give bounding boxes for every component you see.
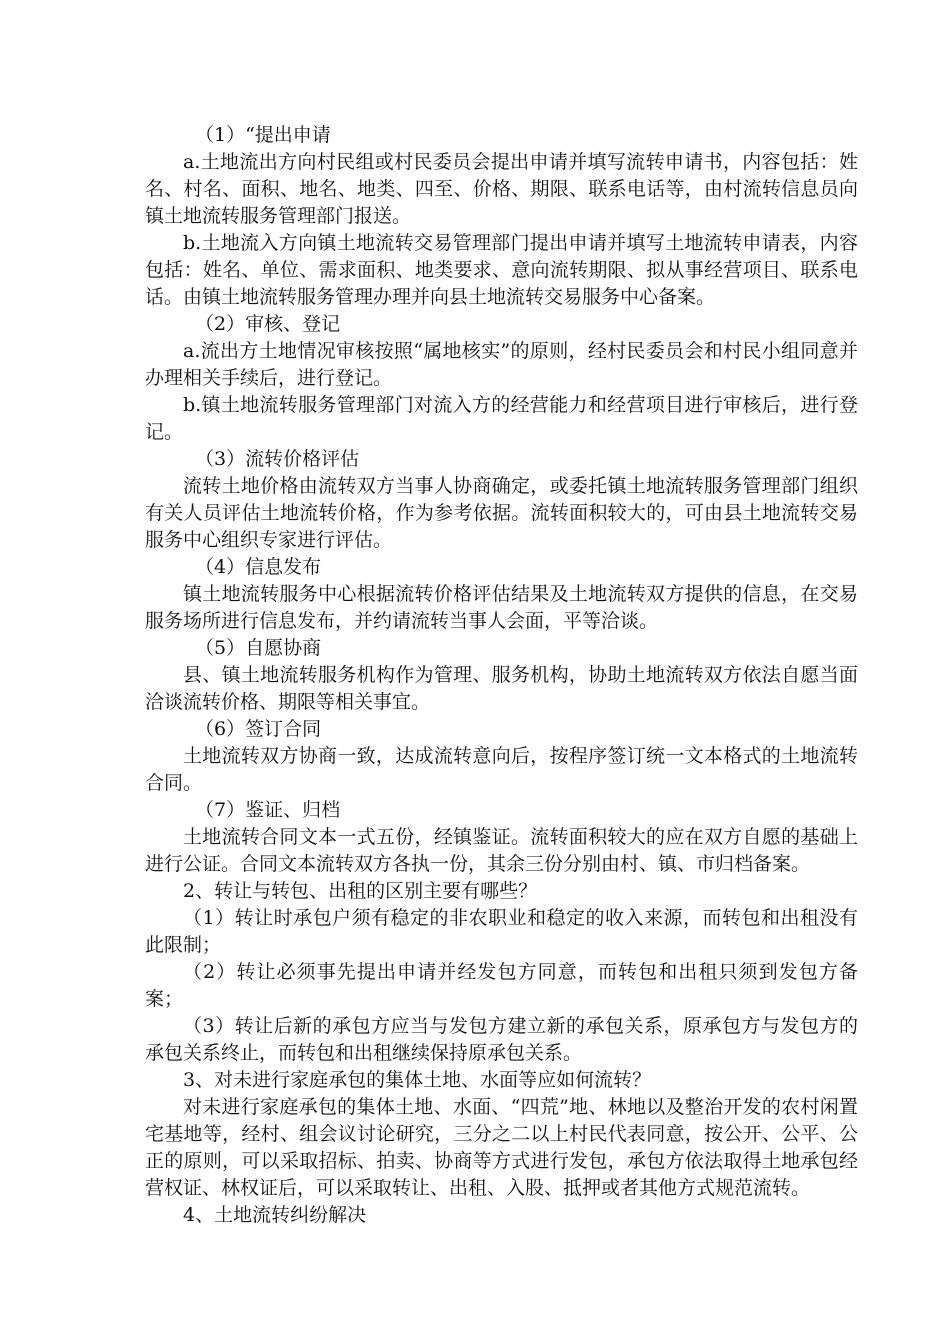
- document-body: [145, 122, 858, 1229]
- section-heading: （4）信息发布: [195, 556, 322, 578]
- body-paragraph: b.镇土地流转服务管理部门对流入方的经营能力和经营项目进行审核后，进行登记。: [145, 394, 858, 443]
- body-paragraph: （1）转让时承包户须有稳定的非农职业和稳定的收入来源，而转包和出租没有此限制；: [145, 907, 858, 956]
- body-paragraph: 流转土地价格由流转双方当事人协商确定，或委托镇土地流转服务管理部门组织有关人员评估土地流转价格，作为参考依据。流转面积较大的，可由县土地流转交易服务中心组织专家进行评估。: [145, 475, 858, 551]
- body-paragraph: a.土地流出方向村民组或村民委员会提出申请并填写流转申请书，内容包括：姓名、村名、面积、地名、地类、四至、价格、期限、联系电话等，由村流转信息员向镇土地流转服务管理部门报送。: [145, 151, 858, 227]
- section-heading: （1）“提出申请: [195, 124, 331, 146]
- section-heading: （3）流转价格评估: [195, 448, 360, 470]
- body-paragraph: 镇土地流转服务中心根据流转价格评估结果及土地流转双方提供的信息，在交易服务场所进行信息发布，并约请流转当事人会面，平等洽谈。: [145, 583, 858, 632]
- body-paragraph: b.土地流入方向镇土地流转交易管理部门提出申请并填写土地流转申请表，内容包括：姓名、单位、需求面积、地类要求、意向流转期限、拟从事经营项目、联系电话。由镇土地流转服务管理办理并向县土地流转交易服务中心备案。: [145, 232, 858, 308]
- section-heading: （2）审核、登记: [195, 313, 341, 335]
- body-paragraph: 2、转让与转包、出租的区别主要有哪些？: [183, 880, 538, 902]
- section-heading: （6）签订合同: [195, 718, 322, 740]
- body-paragraph: 4、土地流转纠纷解决: [183, 1204, 367, 1226]
- body-paragraph: a.流出方土地情况审核按照“属地核实”的原则，经村民委员会和村民小组同意并办理相关手续后，进行登记。: [145, 340, 858, 389]
- body-paragraph: 3、对未进行家庭承包的集体土地、水面等应如何流转？: [183, 1069, 652, 1091]
- body-paragraph: 土地流转双方协商一致，达成流转意向后，按程序签订统一文本格式的土地流转合同。: [145, 745, 858, 794]
- body-paragraph: 对未进行家庭承包的集体土地、水面、“四荒”地、林地以及整治开发的农村闲置宅基地等，经村、组会议讨论研究，三分之二以上村民代表同意，按公开、公平、公正的原则，可以采取招标、拍卖、协商等方式进行发包，承包方依法取得土地承包经营权证、林权证后，可以采取转让、出租、入股、抵押或者其他方式规范流转。: [145, 1096, 858, 1199]
- body-paragraph: 县、镇土地流转服务机构作为管理、服务机构，协助土地流转双方依法自愿当面洽谈流转价格、期限等相关事宜。: [145, 664, 858, 713]
- section-heading: （7）鉴证、归档: [195, 799, 341, 821]
- section-heading: （5）自愿协商: [195, 637, 322, 659]
- body-paragraph: （3）转让后新的承包方应当与发包方建立新的承包关系，原承包方与发包方的承包关系终止，而转包和出租继续保持原承包关系。: [145, 1015, 858, 1064]
- body-paragraph: 土地流转合同文本一式五份，经镇鉴证。流转面积较大的应在双方自愿的基础上进行公证。合同文本流转双方各执一份，其余三份分别由村、镇、市归档备案。: [145, 826, 858, 875]
- body-paragraph: （2）转让必须事先提出申请并经发包方同意，而转包和出租只须到发包方备案；: [145, 961, 858, 1010]
